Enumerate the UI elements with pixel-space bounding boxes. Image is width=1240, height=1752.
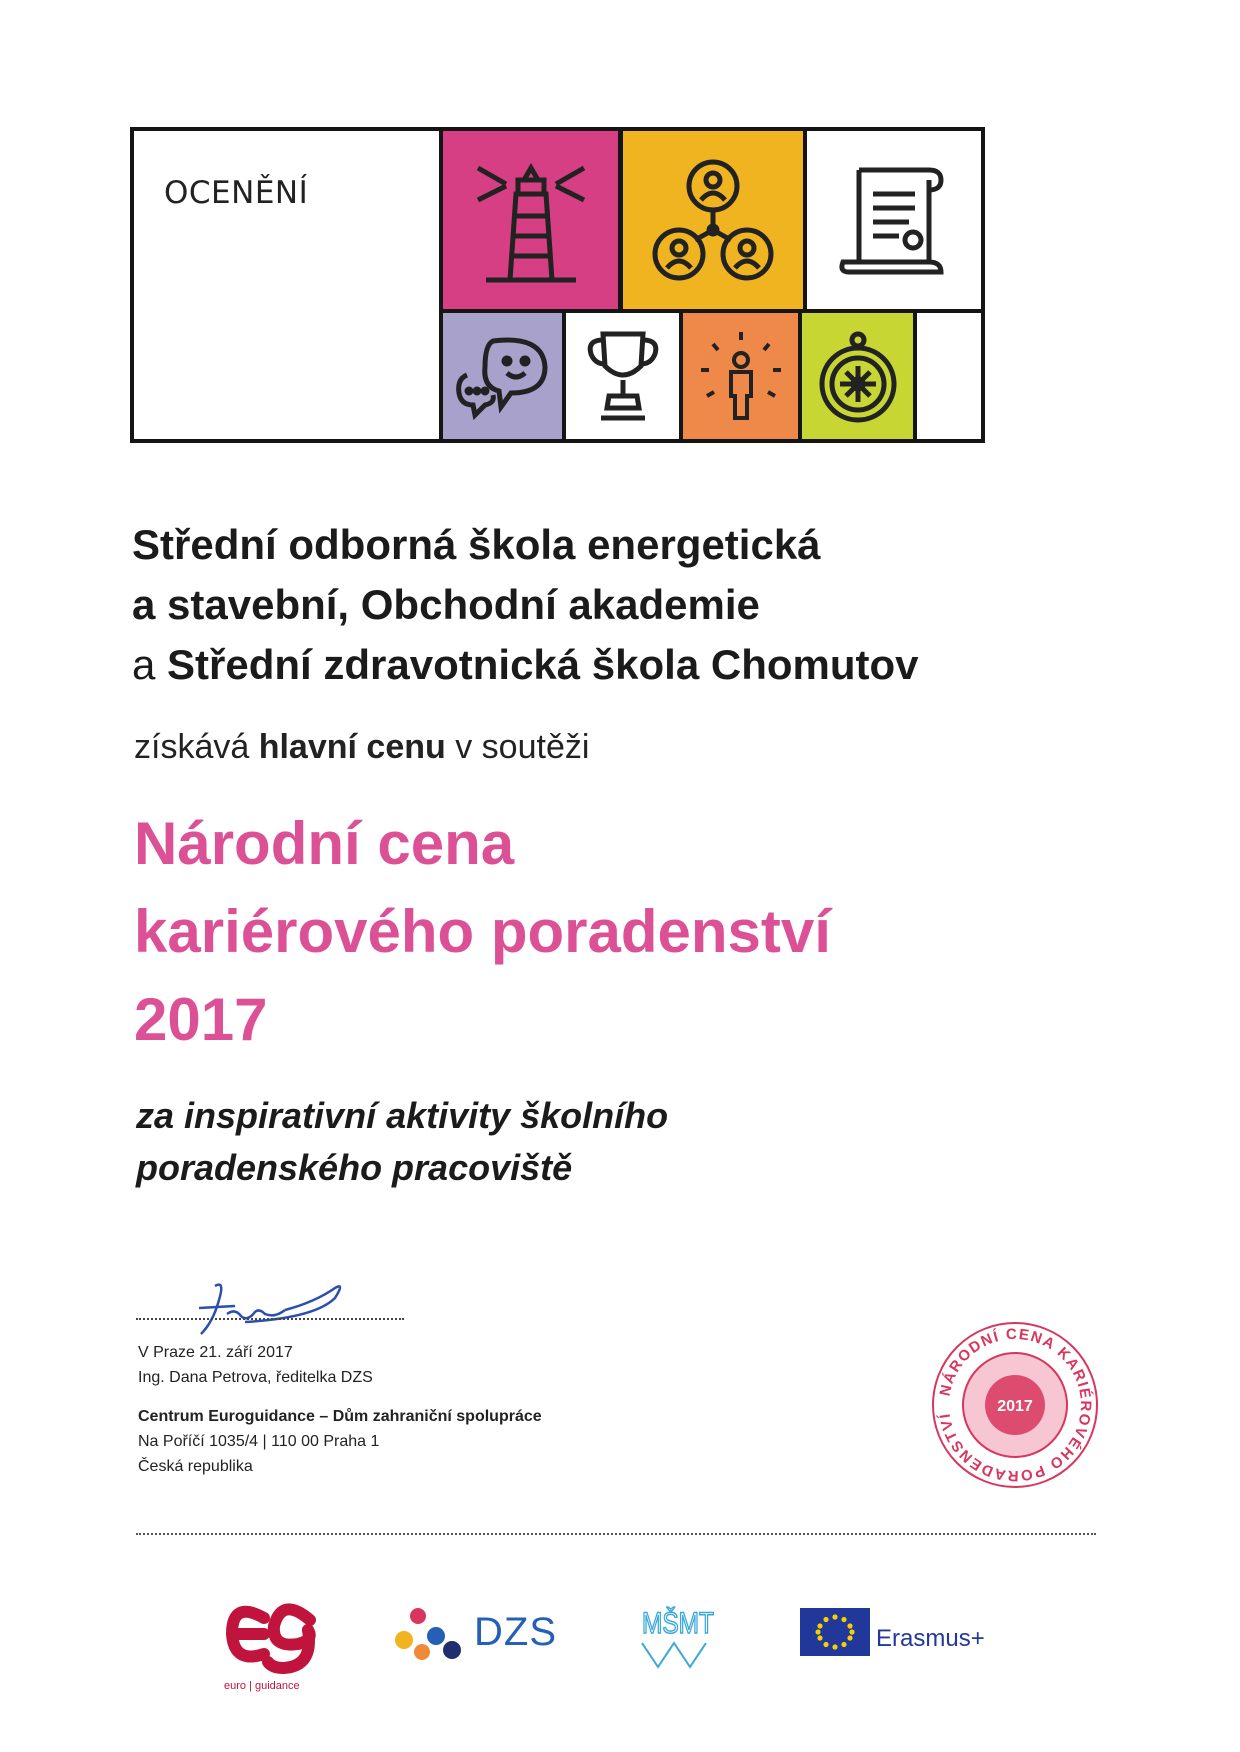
award-reason [136,1090,668,1194]
people-network-icon [643,150,783,290]
person-spotlight-icon [691,326,791,426]
erasmus-text: Erasmus+ [876,1625,985,1652]
award-label-tile [134,131,439,439]
stamp-ring-text: NÁRODNÍ CENA KARIÉROVÉHO PORADENSTVÍ [936,1325,1095,1485]
recipient-school [132,515,1132,695]
school-line-1: Střední odborná škola energetická [132,521,821,568]
reason-line-2: poradenského pracoviště [136,1147,573,1188]
person-tile [683,313,798,439]
reason-line-1: za inspirativní aktivity školního [136,1095,669,1136]
place-date: V Praze 21. září 2017 [138,1344,293,1361]
dzs-text: DZS [474,1610,557,1654]
school-line-3-name: Střední zdravotnická škola Chomutov [167,641,919,688]
receives-line [134,728,589,767]
header-tiles [130,127,985,443]
school-line-2: a stavební, Obchodní akademie [132,581,760,628]
award-line-2: kariérového poradenství [134,898,831,965]
euroguidance-logo [222,1590,322,1680]
blank-tile [917,313,981,439]
compass-tile [802,313,913,439]
signatory-block [138,1340,542,1479]
award-title [134,800,831,1064]
chat-tile [443,313,562,439]
certificate-scroll-icon [829,150,959,290]
trophy-tile [566,313,679,439]
euroguidance-text: euro | guidance [224,1680,300,1692]
award-label: OCENĚNÍ [164,175,309,211]
compass-icon [813,326,903,426]
award-stamp [930,1320,1100,1490]
organization-country: Česká republika [138,1458,253,1475]
certificate-tile [807,131,981,309]
school-line-3 [132,635,1132,695]
signatory-name: Ing. Dana Petrova, ředitelka DZS [138,1369,373,1386]
award-line-1: Národní cena [134,810,515,877]
organization-name: Centrum Euroguidance – Dům zahraniční spolupráce [138,1408,542,1425]
handwritten-signature [185,1278,355,1338]
footer-divider [136,1533,1096,1535]
eu-flag-icon [800,1608,870,1656]
organization-address: Na Poříčí 1035/4 | 110 00 Praha 1 [138,1433,380,1450]
trophy-icon [583,326,663,426]
chat-bubbles-icon [453,331,553,421]
receives-bold: hlavní cenu [258,728,446,766]
stamp-year: 2017 [997,1398,1033,1415]
award-year: 2017 [134,986,268,1053]
lighthouse-icon [466,150,596,290]
msmt-text: MŠMT [642,1607,731,1640]
receives-suffix: v soutěži [455,728,590,766]
receives-prefix: získává [134,728,250,766]
signature-line [136,1318,404,1320]
msmt-logo [638,1603,731,1673]
people-tile [623,131,803,309]
school-line-3-prefix: a [132,641,156,688]
lighthouse-tile [443,131,618,309]
